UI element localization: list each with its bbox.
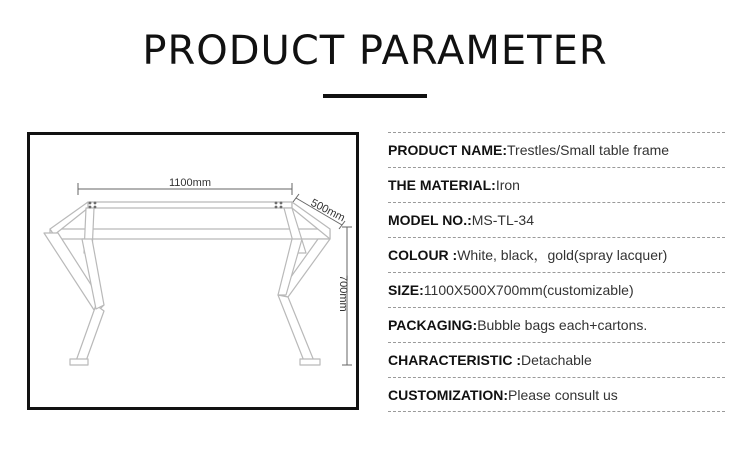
param-row-model-no [388,202,725,237]
param-value: MS-TL-34 [471,212,534,228]
param-value: Bubble bags each+cartons. [477,317,648,333]
param-label: CUSTOMIZATION: [388,386,509,403]
param-label: THE MATERIAL: [388,177,496,193]
depth-dimension-label: 500mm [308,196,347,225]
param-row-size [388,272,725,307]
param-row-packaging [388,307,725,342]
page-title: PRODUCT PARAMETER [142,28,608,74]
param-label: COLOUR : [388,247,458,263]
param-label: CHARACTERISTIC : [388,352,521,368]
param-value: Trestles/Small table frame [507,142,670,158]
param-label: SIZE: [388,282,424,298]
product-image-frame [27,132,359,410]
param-row-product-name [388,132,725,167]
param-label: PACKAGING: [388,317,478,333]
param-label: PRODUCT NAME: [388,142,507,158]
title-underline [323,94,427,98]
parameter-list [388,132,725,412]
height-dimension-label: 700mm [337,275,349,312]
table-frame-drawing [30,135,356,407]
param-row-customization [388,377,725,412]
width-dimension-label: 1100mm [169,177,211,189]
param-value: 1100X500X700mm(customizable) [423,282,634,298]
param-value: White, black，gold(spray lacquer) [457,247,668,263]
param-row-colour [388,237,725,272]
param-value: Detachable [521,352,592,368]
param-value: Iron [495,177,520,193]
param-row-characteristic [388,342,725,377]
param-label: MODEL NO.: [388,212,472,228]
param-row-material [388,167,725,202]
param-value: Please consult us [508,386,618,403]
